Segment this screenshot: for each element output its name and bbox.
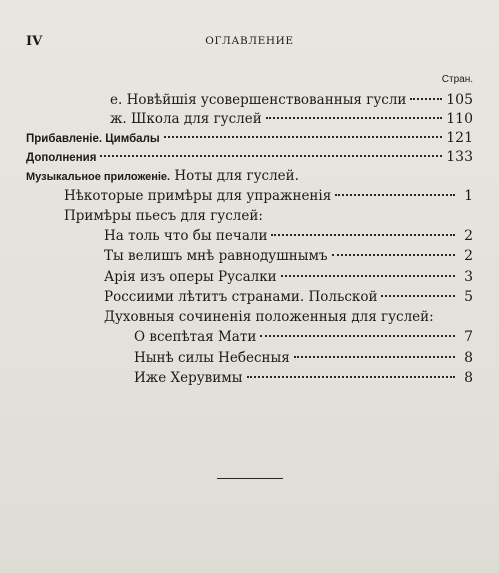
- toc-entry-page: 7: [464, 329, 473, 345]
- toc-entry-page: 2: [464, 248, 473, 264]
- toc-entry-page: 8: [464, 370, 473, 386]
- toc-entry-title: Россиими лѣтитъ странами. Польской: [104, 289, 378, 305]
- running-title: ОГЛАВЛЕНИЕ: [205, 35, 294, 47]
- toc-entry-title: е. Новѣйшія усовершенствованныя гусли: [110, 92, 407, 108]
- leader-dots: [260, 335, 455, 337]
- toc-entry-page: 2: [464, 228, 473, 244]
- leader-dots: [266, 117, 443, 119]
- toc-entry: [134, 349, 473, 367]
- toc-entry-title: Иже Херувимы: [134, 370, 243, 386]
- toc-entry-page: 133: [446, 149, 473, 165]
- toc-entry: [134, 328, 473, 346]
- toc-entry-page: 110: [446, 111, 473, 127]
- toc-entry: [64, 187, 473, 205]
- toc-entry: [26, 148, 473, 167]
- toc-entry-title: Дополнения: [26, 152, 97, 164]
- toc-entry-title: О всепѣтая Мати: [134, 329, 257, 345]
- toc-entry: [104, 247, 473, 265]
- leader-dots: [294, 356, 455, 358]
- toc-section-title: Ноты для гуслей.: [174, 168, 299, 184]
- toc-subheading-title: Духовныя сочиненія положенныя для гуслей:: [104, 309, 434, 325]
- toc-entry: [104, 288, 473, 306]
- toc-entry-title: Нынѣ силы Небесныя: [134, 350, 290, 366]
- toc-entry-title: Арія изъ оперы Русалки: [104, 269, 277, 285]
- toc-entry: [26, 129, 473, 148]
- leader-dots: [100, 155, 442, 157]
- toc-section-lead: Музыкальное приложеніе.: [26, 171, 171, 183]
- toc-entry-page: 3: [464, 269, 473, 285]
- leader-dots: [164, 136, 443, 138]
- toc-entry-page: 121: [446, 130, 473, 146]
- page-column-label: Стран.: [441, 74, 473, 85]
- toc-entry-page: 8: [464, 350, 473, 366]
- toc-entry: [104, 268, 473, 286]
- end-rule: [217, 478, 283, 479]
- toc-entry: [110, 110, 473, 128]
- leader-dots: [335, 194, 455, 196]
- toc-subheading: [64, 207, 263, 225]
- toc-entry-title: На толь что бы печали: [104, 228, 268, 244]
- toc-entry: [104, 227, 473, 245]
- toc-entry: [110, 91, 473, 109]
- leader-dots: [332, 254, 455, 256]
- toc-entry-title: Ты велишъ мнѣ равнодушнымъ: [104, 248, 328, 264]
- leader-dots: [281, 275, 455, 277]
- leader-dots: [381, 295, 455, 297]
- toc-subheading-title: Примѣры пьесъ для гуслей:: [64, 208, 263, 224]
- toc-entry-page: 1: [464, 188, 473, 204]
- leader-dots: [271, 234, 455, 236]
- toc-entry-page: 105: [446, 92, 473, 108]
- toc-entry-page: 5: [464, 289, 473, 305]
- toc-entry-title: Нѣкоторые примѣры для упражненія: [64, 188, 332, 204]
- toc-entry-title: Прибавленіе. Цимбалы: [26, 133, 160, 145]
- page-number: IV: [26, 34, 43, 49]
- toc-entry: [134, 369, 473, 387]
- toc-section-heading: [26, 167, 299, 186]
- toc-entry-title: ж. Школа для гуслей: [110, 111, 262, 127]
- toc-subheading: [104, 308, 434, 326]
- leader-dots: [410, 98, 442, 100]
- leader-dots: [247, 376, 455, 378]
